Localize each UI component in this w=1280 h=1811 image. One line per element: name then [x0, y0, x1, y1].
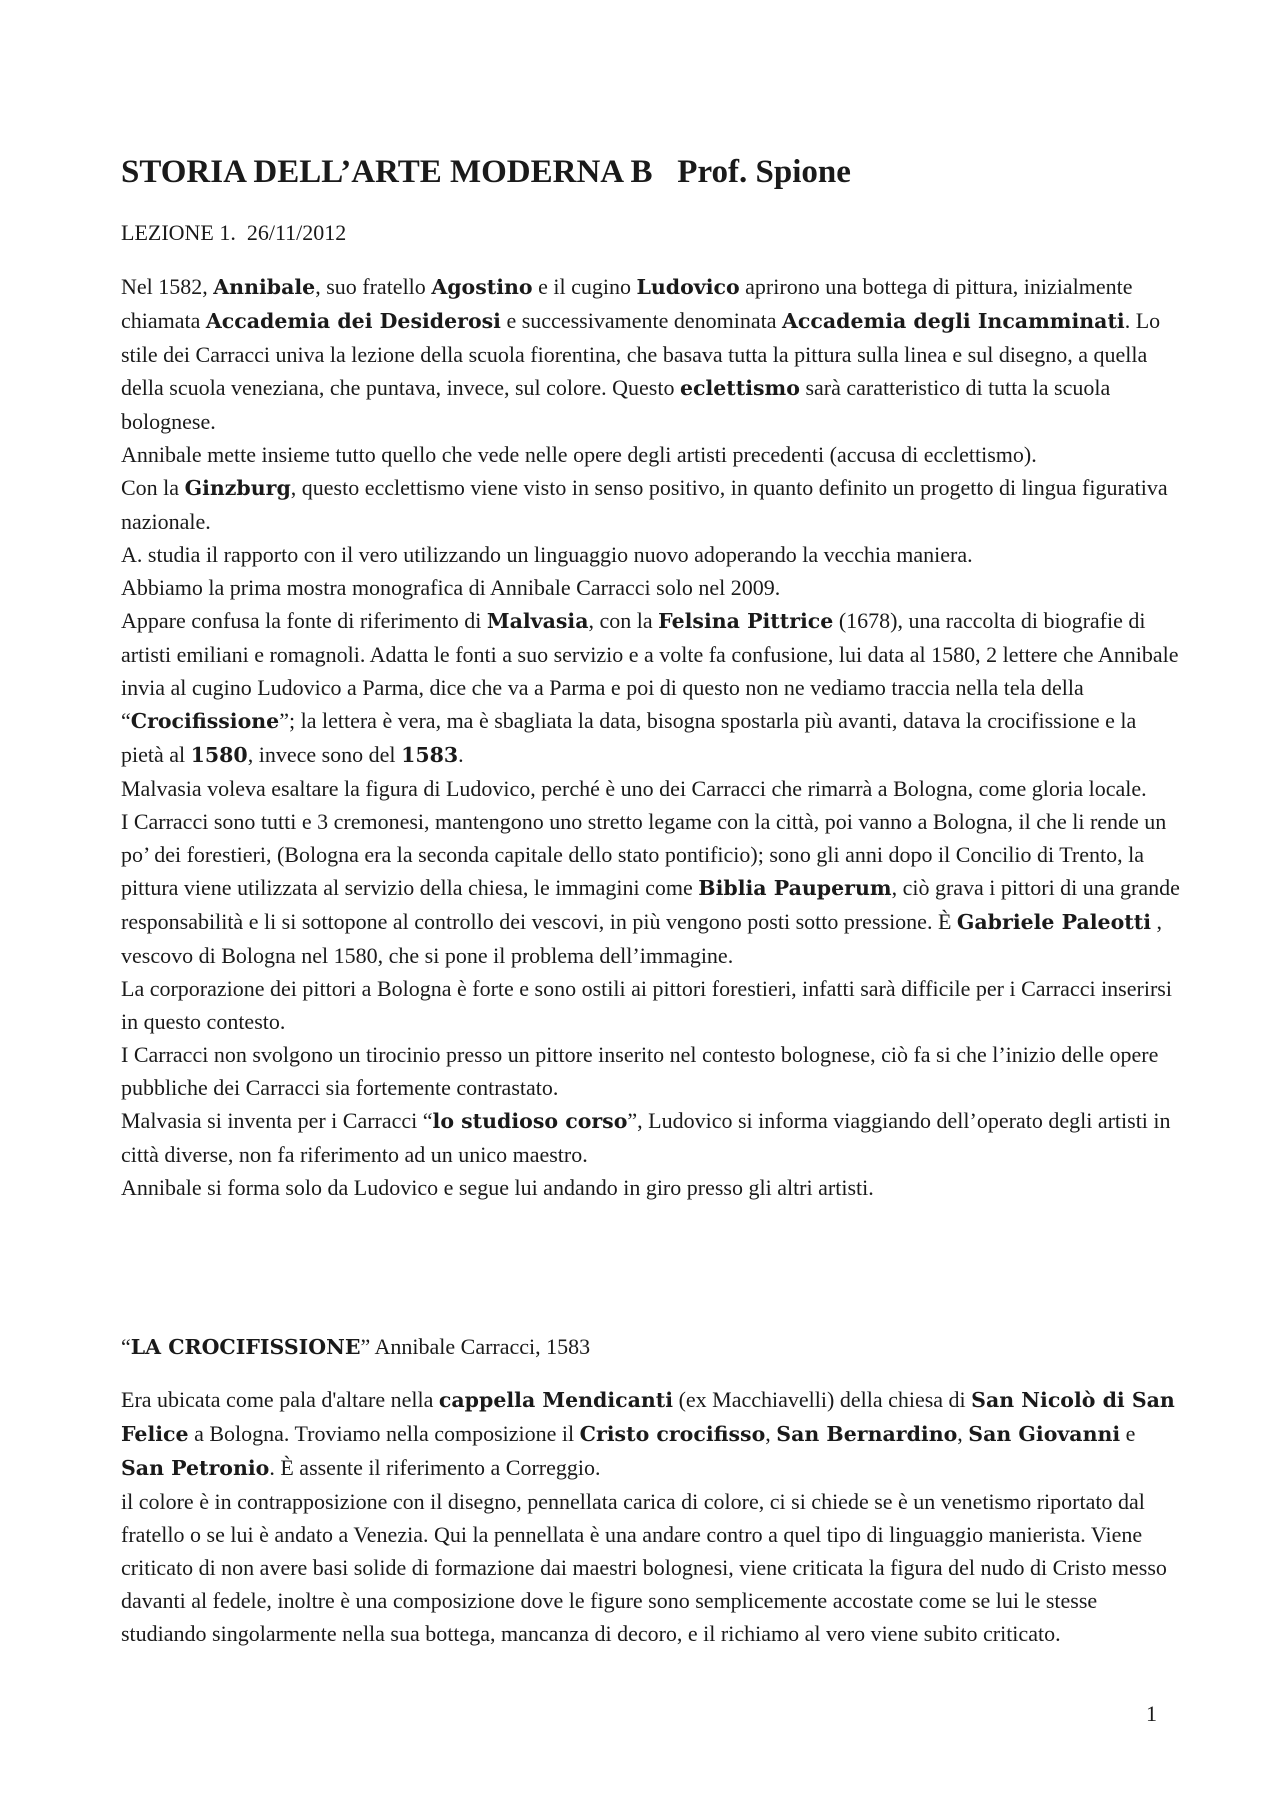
- text-run: . Lo stile dei Carracci univa la lezione della scuola fiorentina, che basava tutta la pittura sulla linea e sul disegno, a quella della scuola veneziana, che puntava, invece, sul colore. Questo: [121, 308, 1161, 400]
- text-run: Abbiamo la prima mostra monografica di Annibale Carracci solo nel 2009.: [121, 575, 781, 600]
- text-run: , ciò grava i pittori di una grande responsabilità e li si sottopone al controllo dei vescovi, in più vengono posti sotto pressione. È: [121, 875, 1180, 934]
- text-run: , questo ecclettismo viene visto in senso positivo, in quanto definito un progetto di lingua figurativa nazionale.: [121, 475, 1168, 534]
- paragraph: [121, 604, 1181, 772]
- intro-text: [121, 270, 1181, 1204]
- bold-term: cappella Mendicanti: [438, 1388, 674, 1412]
- bold-term: LA CROCIFISSIONE: [130, 1335, 361, 1359]
- page-number: 1: [1146, 1701, 1157, 1726]
- paragraph: [121, 1485, 1181, 1650]
- section-heading: [121, 1332, 1181, 1362]
- text-run: ,: [765, 1421, 777, 1446]
- text-run: Annibale mette insieme tutto quello che vede nelle opere degli artisti precedenti (accusa di ecclettismo).: [121, 442, 1037, 467]
- paragraph: [121, 805, 1181, 972]
- paragraph: [121, 571, 1181, 604]
- document-title: STORIA DELL’ARTE MODERNA B Prof. Spione: [121, 154, 851, 190]
- paragraph: [121, 1038, 1181, 1104]
- bold-term: Accademia degli Incamminati: [781, 309, 1125, 333]
- text-run: (ex Macchiavelli) della chiesa di: [673, 1387, 972, 1412]
- text-run: e il cugino: [532, 274, 637, 299]
- bold-term: Biblia Pauperum: [698, 876, 892, 900]
- text-run: .: [458, 742, 464, 767]
- text-run: Malvasia voleva esaltare la figura di Ludovico, perché è uno dei Carracci che rimarrà a Bologna, come gloria locale.: [121, 776, 1147, 801]
- lesson-date: LEZIONE 1. 26/11/2012: [121, 220, 347, 245]
- text-run: , vescovo di Bologna nel 1580, che si pone il problema dell’immagine.: [121, 909, 1162, 968]
- bold-term: San Giovanni: [968, 1422, 1121, 1446]
- text-run: (1678), una raccolta di biografie di artisti emiliani e romagnoli. Adatta le fonti a suo servizio e a volte fa confusione, lui data al 1580, 2 lettere che Annibale invia al cugino Ludovico a Parma, dice che va a Parma e poi di questo non ne vediamo traccia nella tela della “: [121, 608, 1179, 733]
- text-run: sarà caratteristico di tutta la scuola bolognese.: [121, 375, 1111, 434]
- paragraph: [121, 1104, 1181, 1171]
- text-run: . È assente il riferimento a Correggio.: [269, 1455, 601, 1480]
- text-run: a Bologna. Troviamo nella composizione il: [188, 1421, 580, 1446]
- section-body: [121, 1383, 1181, 1650]
- bold-term: eclettismo: [679, 376, 800, 400]
- text-run: Nel 1582,: [121, 274, 214, 299]
- bold-term: San Bernardino: [776, 1422, 958, 1446]
- text-run: I Carracci sono tutti e 3 cremonesi, mantengono uno stretto legame con la città, poi vanno a Bologna, il che li rende un po’ dei forestieri, (Bologna era la seconda capitale dello stato pontificio); sono gli anni dopo il Concilio di Trento, la pittura viene utilizzata al servizio della chiesa, le immagini come: [121, 809, 1167, 900]
- text-run: Malvasia si inventa per i Carracci “: [121, 1108, 433, 1133]
- text-run: , con la: [588, 608, 659, 633]
- text-run: Con la: [121, 475, 185, 500]
- text-run: ” Annibale Carracci, 1583: [360, 1334, 591, 1359]
- bold-term: 1583: [401, 743, 459, 767]
- text-run: e successivamente denominata: [500, 308, 782, 333]
- bold-term: San Nicolò di San Felice: [121, 1388, 1175, 1446]
- text-run: Era ubicata come pala d'altare nella: [121, 1387, 439, 1412]
- text-run: , suo fratello: [315, 274, 432, 299]
- text-run: ”; la lettera è vera, ma è sbagliata la data, bisogna spostarla più avanti, datava la crocifissione e la pietà al: [121, 708, 1137, 767]
- bold-term: 1580: [190, 743, 248, 767]
- bold-term: Gabriele Paleotti: [956, 910, 1151, 934]
- text-run: ”, Ludovico si informa viaggiando dell’operato degli artisti in città diverse, non fa riferimento ad un unico maestro.: [121, 1108, 1171, 1167]
- bold-term: Ginzburg: [184, 476, 291, 500]
- paragraph: [121, 772, 1181, 805]
- bold-term: San Petronio: [121, 1456, 270, 1480]
- text-run: ,: [957, 1421, 969, 1446]
- bold-term: Accademia dei Desiderosi: [205, 309, 501, 333]
- text-run: La corporazione dei pittori a Bologna è forte e sono ostili ai pittori forestieri, infatti sarà difficile per i Carracci inserirsi in questo contesto.: [121, 976, 1172, 1034]
- text-run: e: [1120, 1421, 1136, 1446]
- paragraph: [121, 471, 1181, 538]
- text-run: il colore è in contrapposizione con il disegno, pennellata carica di colore, ci si chiede se è un venetismo riportato dal fratello o se lui è andato a Venezia. Qui la pennellata è una andare contro a quel tipo di linguaggio manierista. Viene criticato di non avere basi solide di formazione dai maestri bolognesi, viene criticata la figura del nudo di Cristo messo davanti al fedele, inoltre è una composizione dove le figure sono semplicemente accostate come se lui le stesse studiando singolarmente nella sua bottega, mancanza di decoro, e il richiamo al vero viene subito criticato.: [121, 1489, 1167, 1646]
- bold-term: Crocifissione: [130, 709, 280, 733]
- bold-term: Cristo crocifisso: [579, 1422, 766, 1446]
- paragraph: [121, 1171, 1181, 1204]
- paragraph: [121, 438, 1181, 471]
- text-run: I Carracci non svolgono un tirocinio presso un pittore inserito nel contesto bolognese, ciò fa si che l’inizio delle opere pubbliche dei Carracci sia fortemente contrastato.: [121, 1042, 1159, 1100]
- text-run: Appare confusa la fonte di riferimento di: [121, 608, 487, 633]
- bold-term: Felsina Pittrice: [658, 609, 834, 633]
- bold-term: Malvasia: [486, 609, 589, 633]
- text-run: Annibale si forma solo da Ludovico e segue lui andando in giro presso gli altri artisti.: [121, 1175, 874, 1200]
- paragraph: [121, 538, 1181, 571]
- text-run: A. studia il rapporto con il vero utilizzando un linguaggio nuovo adoperando la vecchia maniera.: [121, 542, 973, 567]
- paragraph: [121, 270, 1181, 438]
- text-run: , invece sono del: [247, 742, 402, 767]
- bold-term: lo studioso corso: [432, 1109, 628, 1133]
- paragraph: [121, 1383, 1181, 1485]
- text-run: “: [121, 1334, 131, 1359]
- paragraph: [121, 972, 1181, 1038]
- bold-term: Ludovico: [636, 275, 740, 299]
- bold-term: Agostino: [431, 275, 533, 299]
- bold-term: Annibale: [213, 275, 316, 299]
- text-run: aprirono una bottega di pittura, inizialmente chiamata: [121, 274, 1133, 333]
